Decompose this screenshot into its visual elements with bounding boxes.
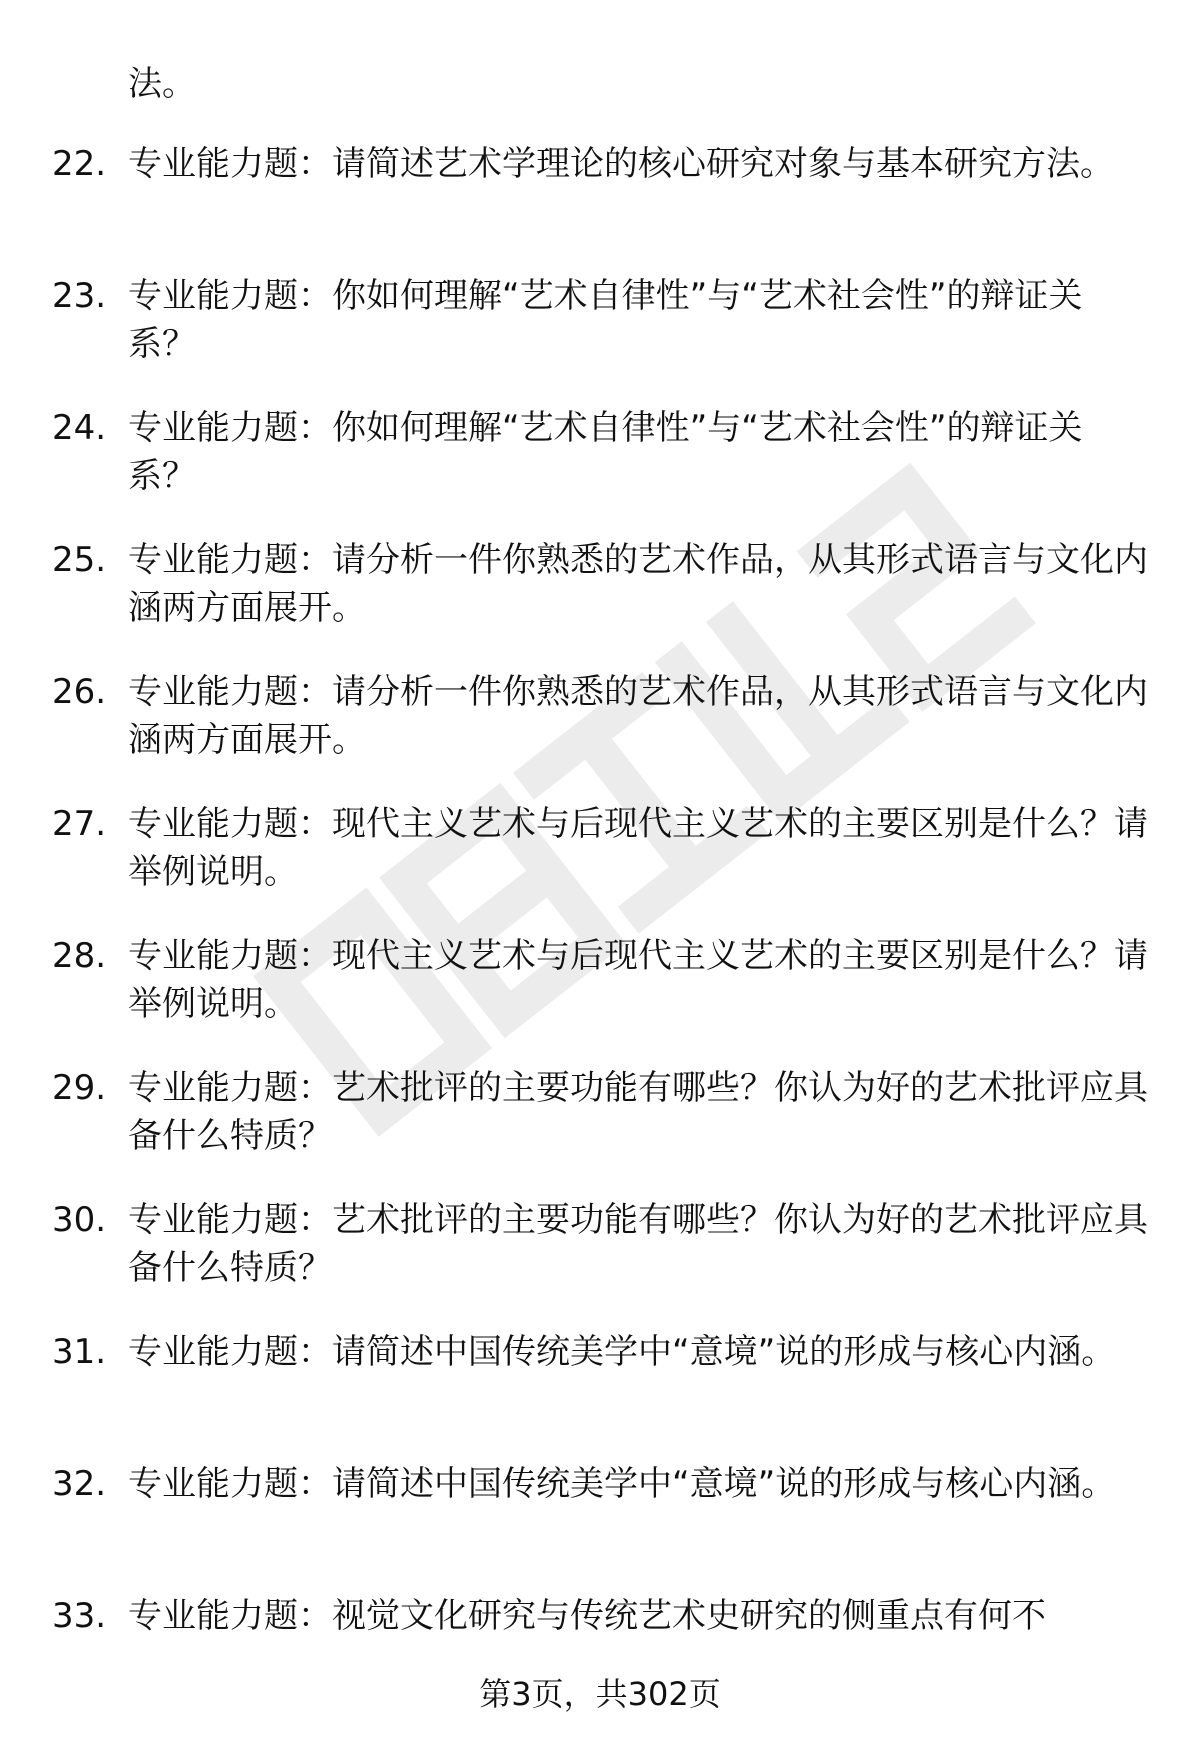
item-text: 专业能力题：现代主义艺术与后现代主义艺术的主要区别是什么？请举例说明。 — [128, 804, 1148, 892]
item-text: 专业能力题：请简述中国传统美学中“意境”说的形成与核心内涵。 — [128, 1464, 1116, 1504]
item-text: 专业能力题：请简述艺术学理论的核心研究对象与基本研究方法。 — [128, 144, 1114, 184]
list-item — [0, 140, 1200, 236]
item-number: 25. — [52, 540, 107, 580]
list-item — [0, 1328, 1200, 1424]
list-item — [0, 404, 1200, 500]
list-item — [0, 1064, 1200, 1160]
item-number: 31. — [52, 1332, 107, 1372]
page-footer: 第3页，共302页 — [479, 1675, 721, 1713]
item-text: 专业能力题：视觉文化研究与传统艺术史研究的侧重点有何不 — [128, 1596, 1046, 1636]
item-number: 29. — [52, 1068, 107, 1108]
item-text: 专业能力题：请分析一件你熟悉的艺术作品，从其形式语言与文化内涵两方面展开。 — [128, 672, 1148, 760]
continuation-text: 法。 — [128, 64, 196, 104]
list-item — [0, 932, 1200, 1028]
list-item — [0, 1196, 1200, 1292]
item-number: 22. — [52, 144, 107, 184]
list-item — [0, 800, 1200, 896]
item-text: 专业能力题：现代主义艺术与后现代主义艺术的主要区别是什么？请举例说明。 — [128, 936, 1148, 1024]
item-text: 专业能力题：你如何理解“艺术自律性”与“艺术社会性”的辩证关系？ — [128, 276, 1083, 364]
list-item — [0, 536, 1200, 632]
list-item — [0, 272, 1200, 368]
item-number: 23. — [52, 276, 107, 316]
item-number: 26. — [52, 672, 107, 712]
item-number: 27. — [52, 804, 107, 844]
item-text: 专业能力题：你如何理解“艺术自律性”与“艺术社会性”的辩证关系？ — [128, 408, 1083, 496]
item-number: 24. — [52, 408, 107, 448]
item-number: 32. — [52, 1464, 107, 1504]
item-number: 28. — [52, 936, 107, 976]
item-text: 专业能力题：请简述中国传统美学中“意境”说的形成与核心内涵。 — [128, 1332, 1116, 1372]
list-item — [0, 668, 1200, 764]
item-number: 33. — [52, 1596, 107, 1636]
item-text: 专业能力题：艺术批评的主要功能有哪些？你认为好的艺术批评应具备什么特质？ — [128, 1200, 1148, 1288]
item-text: 专业能力题：请分析一件你熟悉的艺术作品，从其形式语言与文化内涵两方面展开。 — [128, 540, 1148, 628]
item-text: 专业能力题：艺术批评的主要功能有哪些？你认为好的艺术批评应具备什么特质？ — [128, 1068, 1148, 1156]
question-list — [0, 140, 1200, 1724]
list-item — [0, 1460, 1200, 1556]
item-number: 30. — [52, 1200, 107, 1240]
